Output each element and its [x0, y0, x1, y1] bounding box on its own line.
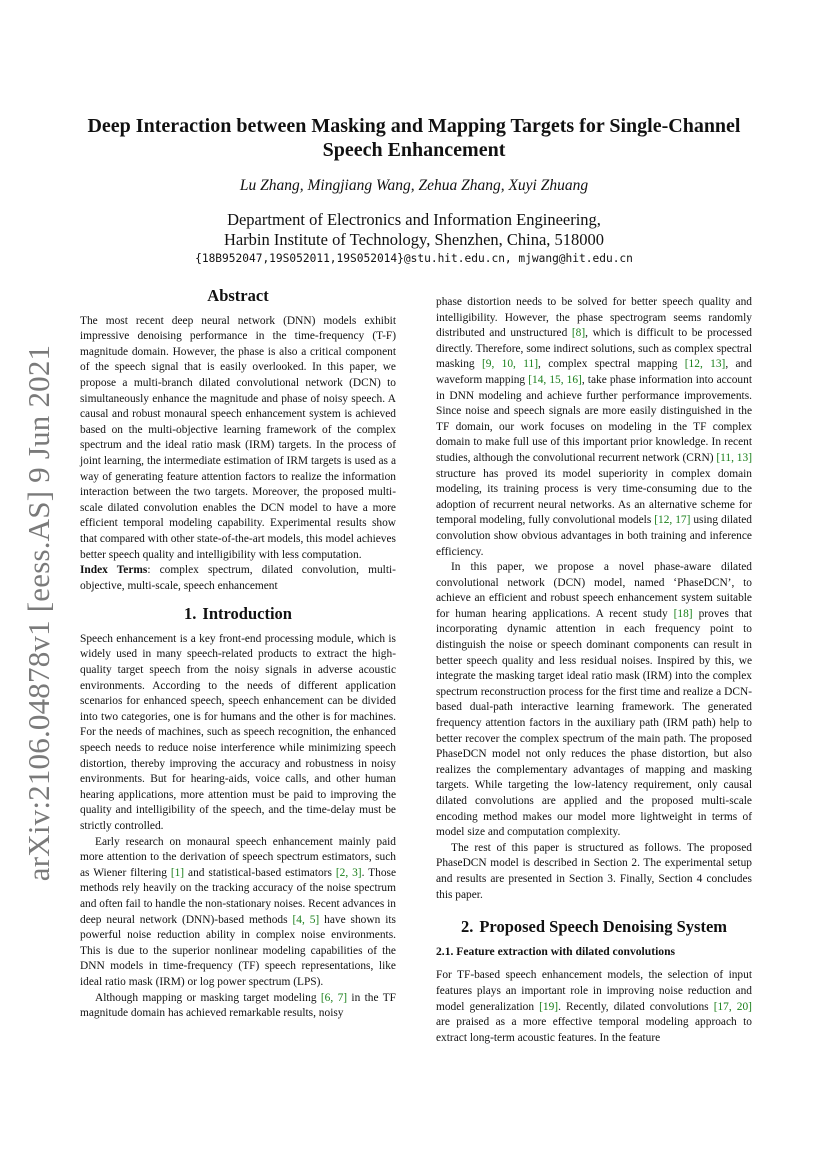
arxiv-stamp	[19, 344, 59, 881]
subsection-2-1-heading: 2.1. Feature extraction with dilated convolutions	[436, 944, 676, 958]
title-line-1: Deep Interaction between Masking and Mapping Targets for Single-Channel	[87, 115, 741, 137]
intro-paragraph-3	[80, 991, 396, 1022]
citation-link[interactable]: [12, 17]	[654, 514, 691, 527]
citation-link[interactable]: [1]	[170, 866, 185, 879]
text-span: phase distortion needs to be solved for better speech quality and intelligibility. However, the phase spectrogram seems randomly distributed and unstructured	[436, 296, 752, 340]
text-span: . Those methods rely heavily on the tracking accuracy of the noise spectrum and often fail to handle the non-stationary noises. Recent advances in deep neural network (DNN)-based methods	[80, 866, 396, 926]
text-span: and statistical-based estimators	[184, 866, 336, 879]
affiliation-line-2: Harbin Institute of Technology, Shenzhen, China, 518000	[223, 230, 605, 249]
intro-paragraph-1: Speech enhancement is a key front-end processing module, which is widely used in many speech-related products to extract the high-quality target speech from the noisy signals in adverse acoustic environments. According to the needs of different application scenarios for enhanced speech, speech enhancement can be divided into two categories, one is for humans and the other is for machines. For the needs of machines, such as speech recognition, the enhanced speech needs to reduce noise interference while minimizing speech distortion, thereby improving the accuracy and robustness in noisy environments. But for hearing-aids, voice calls, and other human hearing applications, more attention must be paid to improving the quality and intelligibility of the speech, and the time-delay must be strictly controlled.	[80, 632, 396, 832]
affiliation	[78, 210, 750, 250]
text-span: For TF-based speech enhancement models, the selection of input features plays an important role in improving noise reduction and model generalization	[436, 969, 752, 1013]
text-span: In this paper, we propose a novel phase-aware dilated convolutional network (DCN) model, named ‘PhaseDCN’, to achieve an efficient and robust speech enhancement system suitable for human hearing applications. A recent study	[436, 561, 752, 620]
text-span: in the TF magnitude domain has achieved remarkable results, noisy	[80, 991, 396, 1020]
section-1-number: 1.	[184, 604, 197, 624]
affiliation-line-1: Department of Electronics and Information Engineering,	[227, 210, 601, 229]
text-span: , take phase information into account in DNN modeling and achieve further performance improvements. Since noise and speech signals are more easily distinguished in the TF domain, our work focuses on modeling in the TF complex domain to make full use of this important prior knowledge. In recent studies, although the convolutional recurrent network (CRN)	[436, 373, 752, 464]
intro-paragraph-6: The rest of this paper is structured as follows. The proposed PhaseDCN model is described in Section 2. The experimental setup and results are presented in Section 3. Finally, Section 4 concludes this paper.	[436, 841, 752, 901]
text-span: are praised as a more effective temporal modeling approach to extract long-term acoustic features. In the feature	[436, 1016, 752, 1044]
title-line-2: Speech Enhancement	[322, 139, 506, 161]
text-span: , complex spectral mapping	[538, 358, 685, 371]
paper-title	[78, 114, 750, 162]
right-column	[436, 295, 752, 1046]
section-1-title: Introduction	[202, 604, 292, 624]
citation-link[interactable]: [14, 15, 16]	[528, 373, 582, 386]
section-2-title: Proposed Speech Denoising System	[479, 917, 728, 937]
intro-paragraph-2	[80, 835, 396, 991]
citation-link[interactable]: [17, 20]	[713, 1000, 752, 1013]
index-terms-text: : complex spectrum, dilated convolution, multi-objective, multi-scale, speech enhancement	[80, 564, 396, 592]
section-2-heading	[436, 919, 752, 935]
index-terms-label: Index Terms	[80, 564, 148, 577]
text-span: , and waveform mapping	[436, 358, 752, 386]
arxiv-stamp-text: arXiv:2106.04878v1 [eess.AS] 9 Jun 2021	[21, 344, 56, 881]
emails: {18B952047,19S052011,19S052014}@stu.hit.edu.cn, mjwang@hit.edu.cn	[195, 252, 633, 265]
abstract-text: The most recent deep neural network (DNN) models exhibit impressive denoising performance in the time-frequency (T-F) magnitude domain. However, the phase is also a critical component of the speech signal that is easily overlooked. In this paper, we propose a multi-branch dilated convolutional network (DCN) to simultaneously enhance the magnitude and phase of noisy speech. A causal and robust monaural speech enhancement system is achieved based on the multi-objective learning framework of the complex spectrum and the ideal ratio mask (IRM) targets. In the process of joint learning, the intermediate estimation of IRM targets is used as a way of generating feature attention factors to realize the information interaction between the two targets. Moreover, the proposed multi-scale dilated convolution enables the DCN model to have a more efficient temporal modeling capability. Experimental results show that compared with other state-of-the-art models, this model achieves better speech quality and intelligibility with less computation.	[80, 314, 396, 561]
abstract-heading: Abstract	[207, 286, 269, 305]
citation-link[interactable]: [4, 5]	[292, 913, 320, 926]
text-span: , which is difficult to be processed directly. Therefore, some indirect solutions, such as complex spectral masking	[436, 327, 752, 371]
text-span: proves that incorporating dynamic attention in each frequency point to distinguish the noise or speech dominant components can result in better speech quality and less residual noises. Inspired by this, we integrate the masking target ideal ratio mask (IRM) into the complex spectrum reconstruction process for the first time and realize a DCN-based dual-path interactive learning framework. The generated frequency attention factors in the auxiliary path (IRM path) help to better recover the complex spectrum of the main path. The proposed PhaseDCN model not only reduces the phase distortion, but also realizes the complementary advantages of mapping and masking targets. While targeting the low-latency requirement, only causal dilated convolutions are applied and the proposed multi-scale encoding method makes our model more lightweight in terms of model size and computation complexity.	[436, 607, 752, 839]
citation-link[interactable]: [12, 13]	[684, 358, 726, 371]
intro-paragraph-4	[436, 295, 752, 560]
citation-link[interactable]: [18]	[673, 607, 693, 620]
text-span: . Recently, dilated convolutions	[558, 1000, 714, 1013]
text-span: using dilated convolution show obvious advantages in both training and inference efficiency.	[436, 514, 753, 558]
section-1-heading	[80, 606, 396, 622]
left-column	[80, 288, 396, 1022]
text-span: structure has proved its model superiority in complex domain modeling, its training process is very time-consuming due to the adoption of recurrent neural networks. As an alternative scheme for temporal modeling, fully convolutional models	[436, 467, 752, 527]
citation-link[interactable]: [8]	[571, 327, 586, 340]
citation-link[interactable]: [19]	[539, 1000, 559, 1013]
citation-link[interactable]: [6, 7]	[320, 991, 348, 1004]
text-span: Early research on monaural speech enhancement mainly paid more attention to the derivation of speech spectrum estimators, such as Wiener filtering	[80, 835, 396, 879]
text-span: Although mapping or masking target modeling	[95, 991, 321, 1004]
citation-link[interactable]: [11, 13]	[716, 451, 752, 464]
authors: Lu Zhang, Mingjiang Wang, Zehua Zhang, Xuyi Zhuang	[239, 177, 589, 194]
citation-link[interactable]: [2, 3]	[335, 866, 362, 879]
intro-paragraph-5	[436, 560, 752, 841]
text-span: have shown its powerful noise reduction ability in complex noise environments. This is due to the superior nonlinear modeling capabilities of the DNN models in time-frequency (TF) speech representations, like ideal ratio mask (IRM) or log power spectrum (LPS).	[80, 913, 396, 988]
section-2-number: 2.	[460, 917, 474, 937]
index-terms	[80, 563, 396, 594]
section-2-paragraph-1	[436, 968, 752, 1046]
citation-link[interactable]: [9, 10, 11]	[481, 358, 538, 371]
